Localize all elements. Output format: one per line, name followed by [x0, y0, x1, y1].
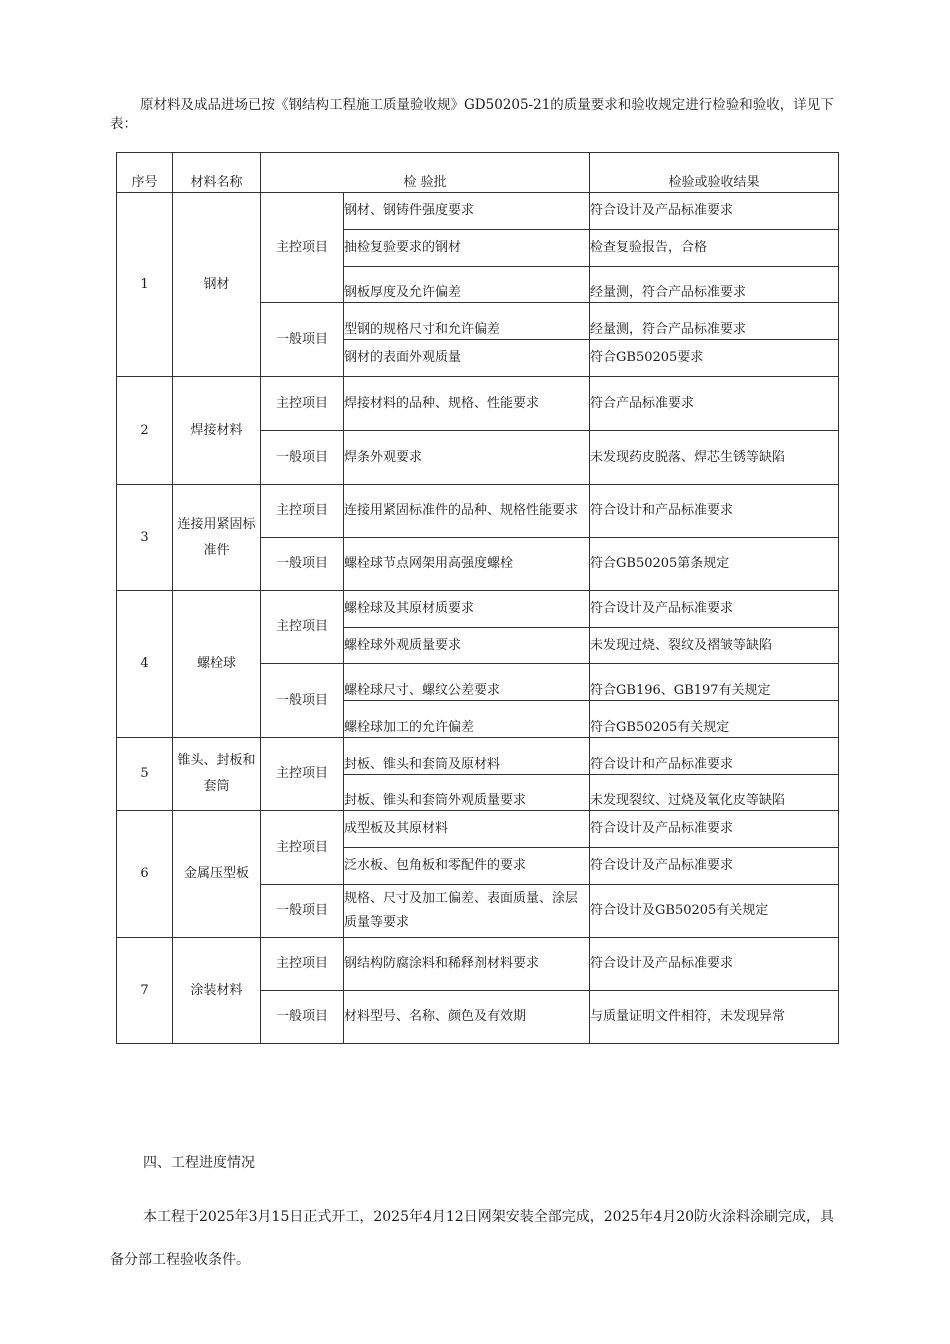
- material-name: 锥头、封板和套筒: [173, 738, 261, 811]
- material-name: 焊接材料: [173, 377, 261, 485]
- item-cell: 规格、尺寸及加工偏差、表面质量、涂层质量等要求: [344, 885, 590, 938]
- item-cell: 钢材、钢铸件强度要求: [344, 193, 590, 230]
- result-cell: 符合设计及GB50205有关规定: [590, 885, 839, 938]
- result-cell: 与质量证明文件相符，未发现异常: [590, 991, 839, 1044]
- section-title: 四、工程进度情况: [143, 1155, 255, 1171]
- material-name: 金属压型板: [173, 811, 261, 938]
- result-cell: 未发现药皮脱落、焊芯生锈等缺陷: [590, 431, 839, 485]
- result-cell: 符合GB50205有关规定: [590, 701, 839, 738]
- item-cell: 钢材的表面外观质量: [344, 340, 590, 377]
- table-header-row: [117, 153, 839, 193]
- category-main-control: 主控项目: [261, 193, 344, 303]
- table-row: [117, 738, 839, 775]
- result-cell: 符合GB196、GB197有关规定: [590, 664, 839, 701]
- category-general: 一般项目: [261, 885, 344, 938]
- inspection-table: [116, 152, 839, 1044]
- item-cell: 抽检复验要求的钢材: [344, 230, 590, 267]
- category-general: 一般项目: [261, 664, 344, 738]
- item-cell: 型钢的规格尺寸和允许偏差: [344, 303, 590, 340]
- item-cell: 钢板厚度及允许偏差: [344, 267, 590, 303]
- item-cell: 封板、锥头和套筒及原材料: [344, 738, 590, 775]
- table-row: [117, 811, 839, 848]
- category-main-control: 主控项目: [261, 938, 344, 991]
- result-cell: 符合GB50205要求: [590, 340, 839, 377]
- item-cell: 螺栓球加工的允许偏差: [344, 701, 590, 738]
- item-cell: 成型板及其原材料: [344, 811, 590, 848]
- result-cell: 经量测，符合产品标准要求: [590, 267, 839, 303]
- item-cell: 焊接材料的品种、规格、性能要求: [344, 377, 590, 431]
- table-row: [117, 591, 839, 628]
- item-cell: 封板、锥头和套筒外观质量要求: [344, 775, 590, 811]
- result-cell: 符合设计及产品标准要求: [590, 811, 839, 848]
- item-cell: 泛水板、包角板和零配件的要求: [344, 848, 590, 885]
- item-cell: 螺栓球外观质量要求: [344, 628, 590, 664]
- item-cell: 连接用紧固标准件的品种、规格性能要求: [344, 485, 590, 538]
- category-main-control: 主控项目: [261, 811, 344, 885]
- progress-paragraph: [110, 1196, 845, 1282]
- category-general: 一般项目: [261, 303, 344, 377]
- header-material: 材料名称: [173, 153, 261, 193]
- result-cell: 符合设计及产品标准要求: [590, 848, 839, 885]
- result-cell: 未发现过烧、裂纹及褶皱等缺陷: [590, 628, 839, 664]
- item-cell: 焊条外观要求: [344, 431, 590, 485]
- row-no: 3: [117, 485, 173, 591]
- row-no: 6: [117, 811, 173, 938]
- item-cell: 螺栓球尺寸、螺纹公差要求: [344, 664, 590, 701]
- table-row: [117, 938, 839, 991]
- intro-paragraph: [110, 96, 840, 134]
- item-cell: 螺栓球节点网架用高强度螺栓: [344, 538, 590, 591]
- result-cell: 检查复验报告，合格: [590, 230, 839, 267]
- result-cell: 未发现裂纹、过烧及氧化皮等缺陷: [590, 775, 839, 811]
- result-cell: 符合设计及产品标准要求: [590, 591, 839, 628]
- material-name: 钢材: [173, 193, 261, 377]
- material-name: 连接用紧固标准件: [173, 485, 261, 591]
- item-cell: 螺栓球及其原材质要求: [344, 591, 590, 628]
- header-batch: 检 验批: [261, 153, 590, 193]
- material-name: 螺栓球: [173, 591, 261, 738]
- table-row: [117, 485, 839, 538]
- header-no: 序号: [117, 153, 173, 193]
- material-name: 涂装材料: [173, 938, 261, 1044]
- table-row: [117, 377, 839, 431]
- result-cell: 符合设计和产品标准要求: [590, 485, 839, 538]
- row-no: 5: [117, 738, 173, 811]
- row-no: 7: [117, 938, 173, 1044]
- header-result: 检验或验收结果: [590, 153, 839, 193]
- category-main-control: 主控项目: [261, 591, 344, 664]
- category-main-control: 主控项目: [261, 377, 344, 431]
- item-cell: 材料型号、名称、颜色及有效期: [344, 991, 590, 1044]
- row-no: 2: [117, 377, 173, 485]
- row-no: 4: [117, 591, 173, 738]
- result-cell: 符合产品标准要求: [590, 377, 839, 431]
- result-cell: 符合设计和产品标准要求: [590, 738, 839, 775]
- category-general: 一般项目: [261, 431, 344, 485]
- result-cell: 符合设计及产品标准要求: [590, 938, 839, 991]
- result-cell: 符合GB50205第条规定: [590, 538, 839, 591]
- result-cell: 符合设计及产品标准要求: [590, 193, 839, 230]
- intro-text: 原材料及成品进场已按《钢结构工程施工质量验收规》GD50205-21的质量要求和验收规定进行检验和验收，详见下表：: [110, 97, 834, 132]
- category-main-control: 主控项目: [261, 738, 344, 811]
- category-general: 一般项目: [261, 991, 344, 1044]
- row-no: 1: [117, 193, 173, 377]
- progress-text: 本工程于2025年3月15日正式开工，2025年4月12日网架安装全部完成，2025年4月20防火涂料涂刷完成，具备分部工程验收条件。: [110, 1209, 835, 1268]
- table-row: [117, 193, 839, 230]
- item-cell: 钢结构防腐涂料和稀释剂材料要求: [344, 938, 590, 991]
- category-general: 一般项目: [261, 538, 344, 591]
- result-cell: 经量测，符合产品标准要求: [590, 303, 839, 340]
- category-main-control: 主控项目: [261, 485, 344, 538]
